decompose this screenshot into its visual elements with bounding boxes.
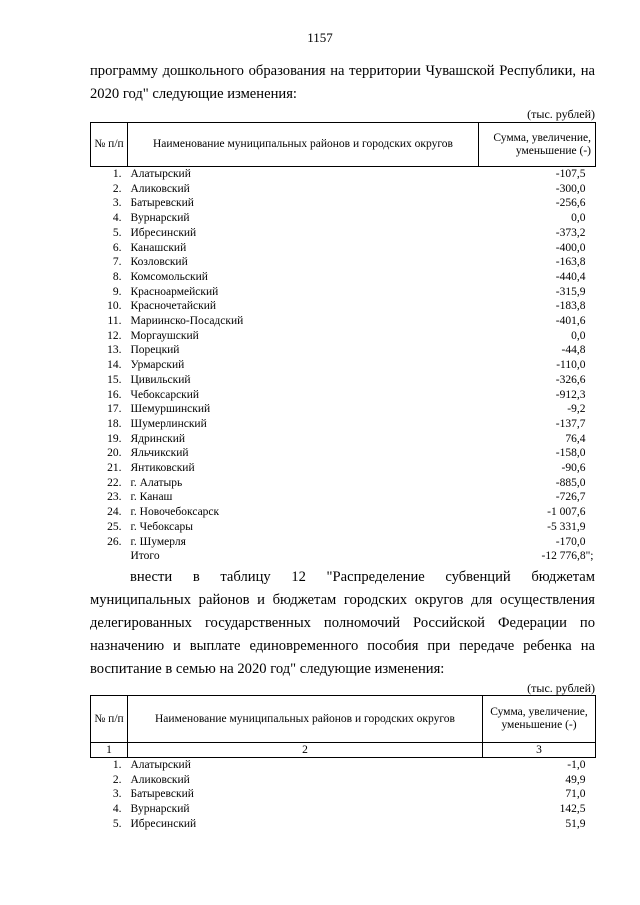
table-row [91, 446, 596, 461]
row-name: Шемуршинский [130, 403, 211, 416]
row-value: -400,0 [555, 241, 586, 254]
table-row [91, 490, 596, 505]
row-name: Ибресинский [130, 817, 197, 830]
row-name: Урмарский [130, 359, 185, 372]
row-number: 24. [107, 506, 122, 519]
row-number: 3. [112, 788, 122, 801]
column-number: 3 [483, 743, 596, 758]
table-row [91, 373, 596, 388]
row-number: 11. [107, 315, 122, 328]
table-row [91, 285, 596, 300]
row-number: 17. [107, 403, 122, 416]
row-value: -5 331,9 [547, 520, 586, 533]
table-row [91, 299, 596, 314]
row-number: 9. [112, 285, 122, 298]
row-value: -256,6 [555, 197, 586, 210]
row-name: Ядринский [130, 432, 186, 445]
row-name: Шумерлинский [130, 417, 207, 430]
row-name: Канашский [130, 241, 187, 254]
subsidy-table-2 [90, 695, 596, 832]
row-name: г. Чебоксары [130, 520, 193, 533]
row-number: 10. [107, 300, 122, 313]
row-name: Красночетайский [130, 300, 217, 313]
header-name: Наименование муниципальных районов и городских округов [128, 696, 483, 743]
row-number: 22. [107, 476, 122, 489]
page-number: 1157 [307, 30, 333, 45]
row-value: -9,2 [567, 403, 586, 416]
row-number: 18. [107, 417, 122, 430]
middle-paragraph: внести в таблицу 12 "Распределение субвенций бюджетам муниципальных районов и бюджетам городских округов для осуществления делегированных государственных полномочий Российской Федерации по назначению и выплате единовременного пособия при передаче ребенка на воспитание в семью на 2020 год" следующие изменения: [90, 569, 595, 677]
total-row [91, 549, 596, 564]
row-number: 4. [112, 803, 122, 816]
total-value: -12 776,8"; [541, 550, 594, 563]
row-value: -726,7 [555, 491, 586, 504]
table-row [91, 196, 596, 211]
table2-body [91, 758, 596, 832]
total-label: Итого [130, 550, 160, 563]
row-value: -1 007,6 [547, 506, 586, 519]
row-value: -163,8 [555, 256, 586, 269]
row-value: 0,0 [571, 329, 586, 342]
row-number: 12. [107, 329, 122, 342]
row-number: 1. [112, 759, 122, 771]
row-value: -183,8 [555, 300, 586, 313]
header-sum: Сумма, увеличение, уменьшение (-) [483, 696, 596, 743]
row-number: 21. [107, 462, 122, 475]
row-value: -90,6 [561, 462, 586, 475]
table-row [91, 520, 596, 535]
row-value: -1,0 [567, 759, 586, 771]
table-row [91, 432, 596, 447]
row-name: Козловский [130, 256, 188, 269]
row-value: -300,0 [555, 182, 586, 195]
table-row [91, 402, 596, 417]
row-name: Комсомольский [130, 270, 208, 283]
table-row [91, 758, 596, 773]
table-row [91, 476, 596, 491]
row-number: 3. [112, 197, 122, 210]
row-value: -440,4 [555, 270, 586, 283]
row-number: 2. [112, 773, 122, 786]
table-row [91, 773, 596, 788]
row-value: 71,0 [565, 788, 586, 801]
row-number: 14. [107, 359, 122, 372]
row-number: 16. [107, 388, 122, 401]
header-name: Наименование муниципальных районов и городских округов [128, 123, 479, 167]
row-name: Аликовский [130, 773, 190, 786]
row-name: Алатырский [130, 168, 191, 180]
row-number: 5. [112, 817, 122, 830]
row-name: Цивильский [130, 373, 191, 386]
table-row [91, 817, 596, 832]
table-row [91, 314, 596, 329]
table-row [91, 329, 596, 344]
units-label-1: (тыс. рублей) [527, 107, 595, 121]
intro-paragraph: программу дошкольного образования на территории Чувашской Республики, на 2020 год" следующие изменения: [90, 63, 595, 102]
table-row [91, 255, 596, 270]
row-name: Батыревский [130, 197, 194, 210]
row-name: Янтиковский [130, 462, 195, 475]
column-number: 1 [91, 743, 128, 758]
row-name: Моргаушский [130, 329, 199, 342]
table-row [91, 358, 596, 373]
table1-body [91, 167, 596, 564]
table-row [91, 535, 596, 550]
row-name: Алатырский [130, 759, 191, 771]
row-number: 20. [107, 447, 122, 460]
row-value: -170,0 [555, 535, 586, 548]
table-row [91, 417, 596, 432]
row-name: Аликовский [130, 182, 190, 195]
row-number: 19. [107, 432, 122, 445]
row-value: -326,6 [555, 373, 586, 386]
row-value: -107,5 [555, 168, 586, 180]
row-value: -373,2 [555, 226, 586, 239]
row-number: 2. [112, 182, 122, 195]
row-value: 0,0 [571, 212, 586, 225]
row-name: г. Новочебоксарск [130, 506, 220, 519]
row-value: -110,0 [556, 359, 586, 372]
row-name: Яльчикский [130, 447, 189, 460]
row-value: 51,9 [565, 817, 586, 830]
row-name: г. Канаш [130, 491, 173, 504]
row-value: -315,9 [555, 285, 586, 298]
row-name: Вурнарский [130, 803, 190, 816]
row-number: 15. [107, 373, 122, 386]
table-row [91, 226, 596, 241]
row-number: 25. [107, 520, 122, 533]
row-name: Ибресинский [130, 226, 197, 239]
table-row [91, 182, 596, 197]
table-row [91, 167, 596, 182]
row-number: 6. [112, 241, 122, 254]
row-name: Порецкий [130, 344, 180, 357]
total-empty [91, 549, 128, 564]
row-number: 1. [112, 168, 122, 180]
row-value: -885,0 [555, 476, 586, 489]
row-value: -401,6 [555, 315, 586, 328]
row-value: 76,4 [565, 432, 586, 445]
subsidy-table-1 [90, 122, 596, 564]
row-value: -912,3 [555, 388, 586, 401]
table-row [91, 388, 596, 403]
table-row [91, 343, 596, 358]
row-number: 7. [112, 256, 122, 269]
row-name: г. Шумерля [130, 535, 186, 548]
row-name: Мариинско-Посадский [130, 315, 244, 328]
row-number: 26. [107, 535, 122, 548]
units-label-2: (тыс. рублей) [527, 681, 595, 695]
row-name: Вурнарский [130, 212, 190, 225]
row-number: 23. [107, 491, 122, 504]
table-row [91, 211, 596, 226]
header-num: № п/п [91, 696, 128, 743]
row-number: 8. [112, 270, 122, 283]
table-row [91, 802, 596, 817]
row-name: Чебоксарский [130, 388, 200, 401]
row-value: 142,5 [559, 803, 586, 816]
row-name: Батыревский [130, 788, 194, 801]
table-row [91, 505, 596, 520]
row-number: 13. [107, 344, 122, 357]
column-number: 2 [128, 743, 483, 758]
table-row [91, 461, 596, 476]
row-value: -137,7 [555, 417, 586, 430]
row-number: 5. [112, 226, 122, 239]
table-row [91, 241, 596, 256]
table-row [91, 787, 596, 802]
row-value: 49,9 [565, 773, 586, 786]
row-name: г. Алатырь [130, 476, 183, 489]
header-sum: Сумма, увеличение, уменьшение (-) [479, 123, 596, 167]
row-number: 4. [112, 212, 122, 225]
table-row [91, 270, 596, 285]
row-value: -44,8 [561, 344, 586, 357]
row-name: Красноармейский [130, 285, 219, 298]
row-value: -158,0 [555, 447, 586, 460]
header-num: № п/п [91, 123, 128, 167]
